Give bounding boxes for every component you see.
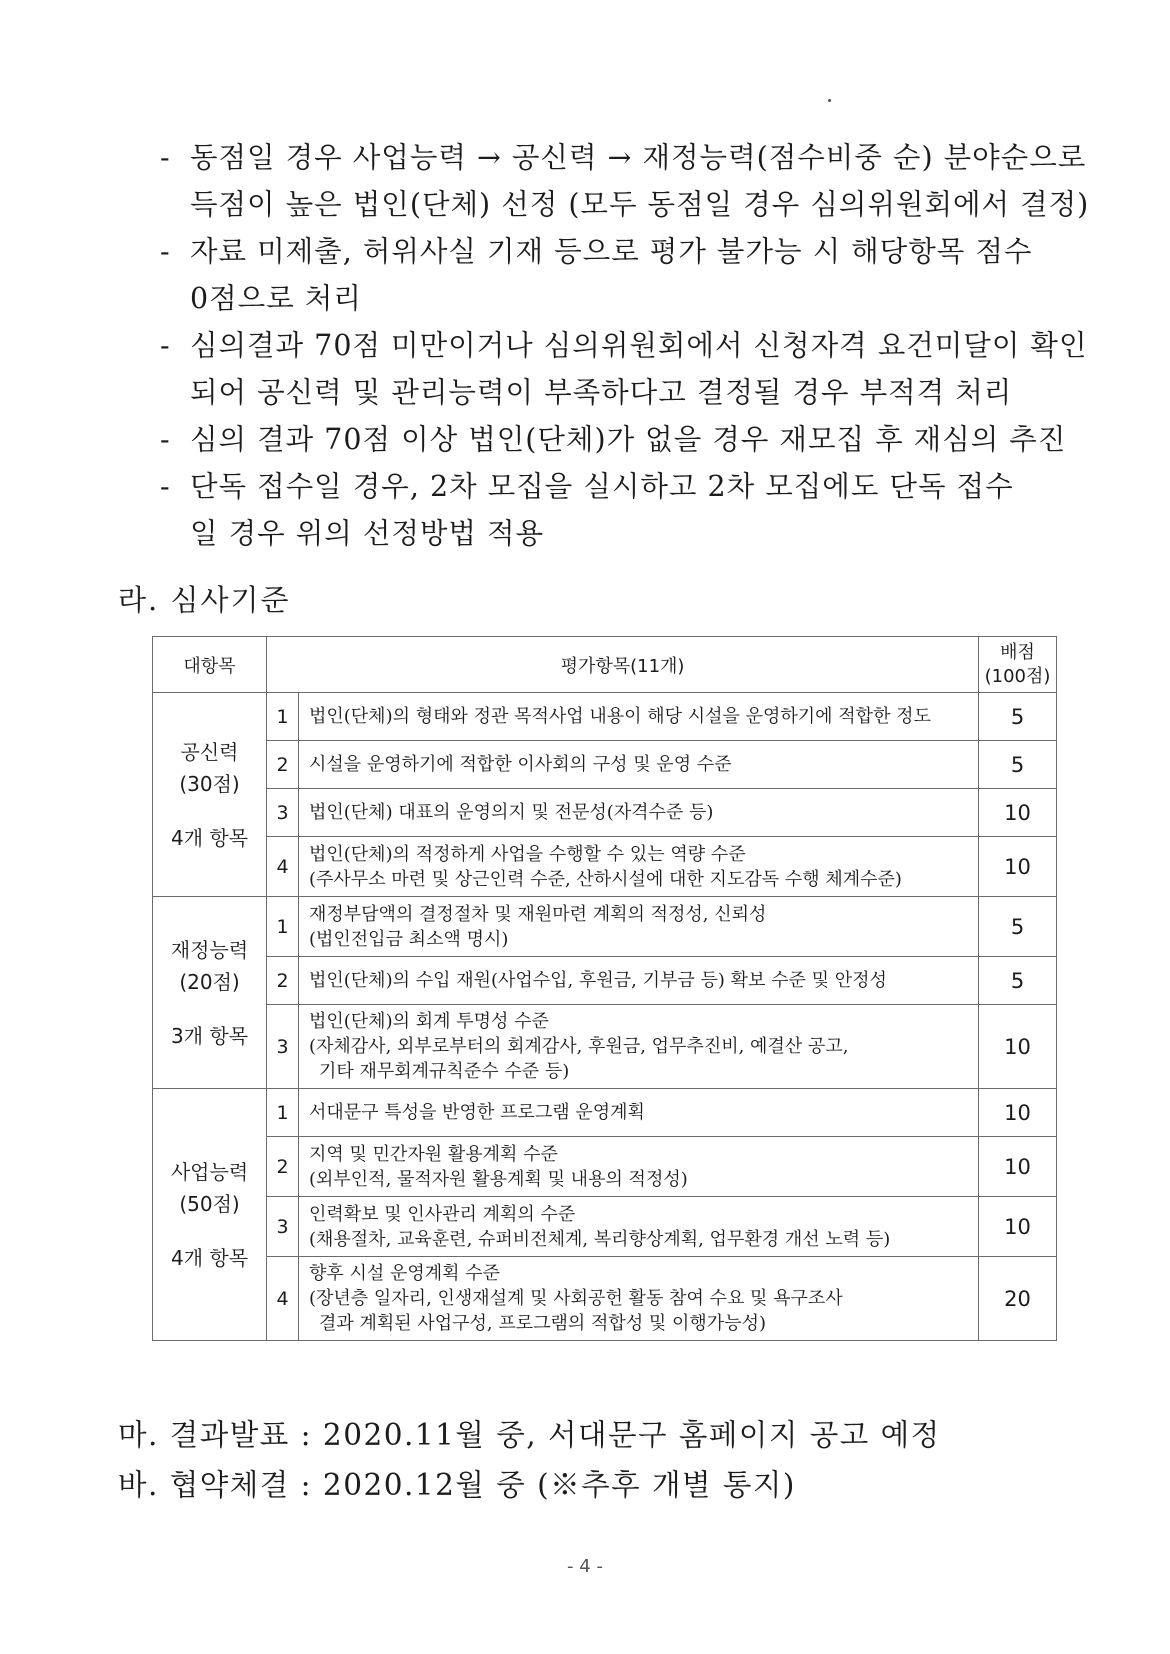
item-number: 3 (267, 789, 299, 837)
item-description (299, 1197, 979, 1257)
item-line: (자체감사, 외부로부터의 회계감사, 후원금, 업무추진비, 예결산 공고, (309, 1036, 849, 1057)
bullet-line: 심의결과 70점 미만이거나 심의위원회에서 신청자격 요건미달이 확인 (190, 329, 1088, 362)
item-score: 5 (979, 957, 1057, 1005)
bullet-line: 0점으로 처리 (190, 282, 362, 315)
item-score: 10 (979, 1137, 1057, 1197)
item-line: 법인(단체) 대표의 운영의지 및 전문성(자격수준 등) (309, 802, 714, 823)
item-number: 3 (267, 1005, 299, 1089)
category-name: 재정능력 (170, 937, 249, 962)
category-cell (153, 897, 267, 1089)
category-points: (50점) (179, 1191, 240, 1216)
page-number: - 4 - (567, 1556, 603, 1577)
item-number: 4 (267, 837, 299, 897)
item-score: 5 (979, 897, 1057, 957)
table-row (153, 1089, 1057, 1137)
item-description (299, 897, 979, 957)
category-name: 사업능력 (170, 1159, 249, 1184)
item-line: (법인전입금 최소액 명시) (309, 928, 509, 950)
category-count: 4개 항목 (170, 825, 249, 850)
bullet-line: 득점이 높은 법인(단체) 선정 (모두 동점일 경우 심의위원회에서 결정) (190, 188, 1090, 221)
item-line: (주사무소 마련 및 상근인력 수준, 산하시설에 대한 지도감독 수행 체계수준) (309, 868, 902, 890)
header-category: 대항목 (153, 637, 267, 693)
table-row (153, 1257, 1057, 1341)
header-items: 평가항목(11개) (267, 637, 979, 693)
bullet-item (160, 463, 1060, 557)
category-cell (153, 693, 267, 897)
item-score: 10 (979, 1005, 1057, 1089)
item-number: 1 (267, 1089, 299, 1137)
item-description (299, 1137, 979, 1197)
item-description (299, 957, 979, 1005)
evaluation-criteria-table (152, 636, 1057, 1341)
item-description (299, 693, 979, 741)
category-points: (30점) (179, 771, 240, 796)
item-line: 재정부담액의 결정절차 및 재원마련 계획의 적정성, 신뢰성 (309, 903, 767, 925)
item-line: 향후 시설 운영계획 수준 (309, 1263, 501, 1284)
item-line: 법인(단체)의 수입 재원(사업수입, 후원금, 기부금 등) 확보 수준 및 안정성 (309, 970, 887, 991)
bullet-line: 동점일 경우 사업능력 → 공신력 → 재정능력(점수비중 순) 분야순으로 (190, 141, 1087, 174)
result-announcement: 마. 결과발표 : 2020.11월 중, 서대문구 홈페이지 공고 예정 (118, 1418, 941, 1452)
item-score: 10 (979, 1197, 1057, 1257)
item-line: 기타 재무회계규칙준수 수준 등) (319, 1061, 570, 1082)
item-line: 법인(단체)의 회계 투명성 수준 (309, 1011, 549, 1032)
item-line: (장년층 일자리, 인생재설계 및 사회공헌 활동 참여 수요 및 욕구조사 (309, 1288, 843, 1309)
item-score: 10 (979, 1089, 1057, 1137)
table-row (153, 957, 1057, 1005)
item-description (299, 1257, 979, 1341)
table-header-row (153, 637, 1057, 693)
bullet-line: 자료 미제출, 허위사실 기재 등으로 평가 불가능 시 해당항목 점수 (190, 235, 1033, 268)
bullet-dash: - (160, 329, 171, 362)
item-description (299, 789, 979, 837)
item-description (299, 837, 979, 897)
item-score: 20 (979, 1257, 1057, 1341)
bullet-item (160, 134, 1090, 228)
bullet-item (160, 228, 1060, 322)
item-number: 1 (267, 693, 299, 741)
item-line: 지역 및 민간자원 활용계획 수준 (309, 1143, 558, 1165)
table-row (153, 837, 1057, 897)
category-count: 3개 항목 (170, 1023, 249, 1048)
table-row (153, 741, 1057, 789)
bullet-dash: - (160, 235, 171, 268)
item-number: 2 (267, 957, 299, 1005)
header-score (979, 637, 1057, 693)
bullet-line: 되어 공신력 및 관리능력이 부족하다고 결정될 경우 부적격 처리 (190, 376, 1013, 409)
item-score: 5 (979, 693, 1057, 741)
item-line: 인력확보 및 인사관리 계획의 수준 (309, 1203, 576, 1225)
item-number: 2 (267, 1137, 299, 1197)
header-score-label: 배점 (1000, 641, 1035, 663)
item-line: 시설을 운영하기에 적합한 이사회의 구성 및 운영 수준 (309, 754, 732, 775)
bullet-line: 일 경우 위의 선정방법 적용 (190, 517, 545, 550)
bullet-item (160, 416, 1067, 463)
table-row (153, 1197, 1057, 1257)
item-line: (채용절차, 교육훈련, 슈퍼비전체계, 복리향상계획, 업무환경 개선 노력 등) (309, 1228, 891, 1250)
category-points: (20점) (179, 969, 240, 994)
category-cell (153, 1089, 267, 1341)
item-score: 10 (979, 789, 1057, 837)
table-row (153, 897, 1057, 957)
item-description (299, 741, 979, 789)
header-score-total: (100점) (984, 665, 1051, 687)
bullet-dash: - (160, 141, 171, 174)
item-score: 10 (979, 837, 1057, 897)
item-line: 결과 계획된 사업구성, 프로그램의 적합성 및 이행가능성) (319, 1313, 766, 1334)
bullet-dash: - (160, 470, 171, 503)
bullet-item (160, 322, 1088, 416)
item-description (299, 1005, 979, 1089)
item-description (299, 1089, 979, 1137)
table-row (153, 693, 1057, 741)
table-row (153, 1137, 1057, 1197)
item-line: (외부인적, 물적자원 활용계획 및 내용의 적정성) (309, 1168, 688, 1190)
bullet-line: 심의 결과 70점 이상 법인(단체)가 없을 경우 재모집 후 재심의 추진 (190, 423, 1067, 456)
bullet-line: 단독 접수일 경우, 2차 모집을 실시하고 2차 모집에도 단독 접수 (190, 470, 1014, 503)
selection-rules-list (160, 134, 1090, 557)
item-number: 4 (267, 1257, 299, 1341)
item-line: 법인(단체)의 적정하게 사업을 수행할 수 있는 역량 수준 (309, 843, 746, 865)
item-line: 서대문구 특성을 반영한 프로그램 운영계획 (309, 1102, 645, 1123)
item-number: 1 (267, 897, 299, 957)
category-name: 공신력 (180, 739, 239, 764)
bullet-dash: - (160, 423, 171, 456)
table-row (153, 789, 1057, 837)
agreement-signing: 바. 협약체결 : 2020.12월 중 (※추후 개별 통지) (118, 1468, 796, 1502)
category-count: 4개 항목 (170, 1245, 249, 1270)
item-number: 2 (267, 741, 299, 789)
scan-speck (828, 99, 831, 102)
item-number: 3 (267, 1197, 299, 1257)
item-score: 5 (979, 741, 1057, 789)
section-heading-criteria: 라. 심사기준 (118, 583, 291, 617)
item-line: 법인(단체)의 형태와 정관 목적사업 내용이 해당 시설을 운영하기에 적합한 정도 (309, 706, 931, 727)
table-row (153, 1005, 1057, 1089)
